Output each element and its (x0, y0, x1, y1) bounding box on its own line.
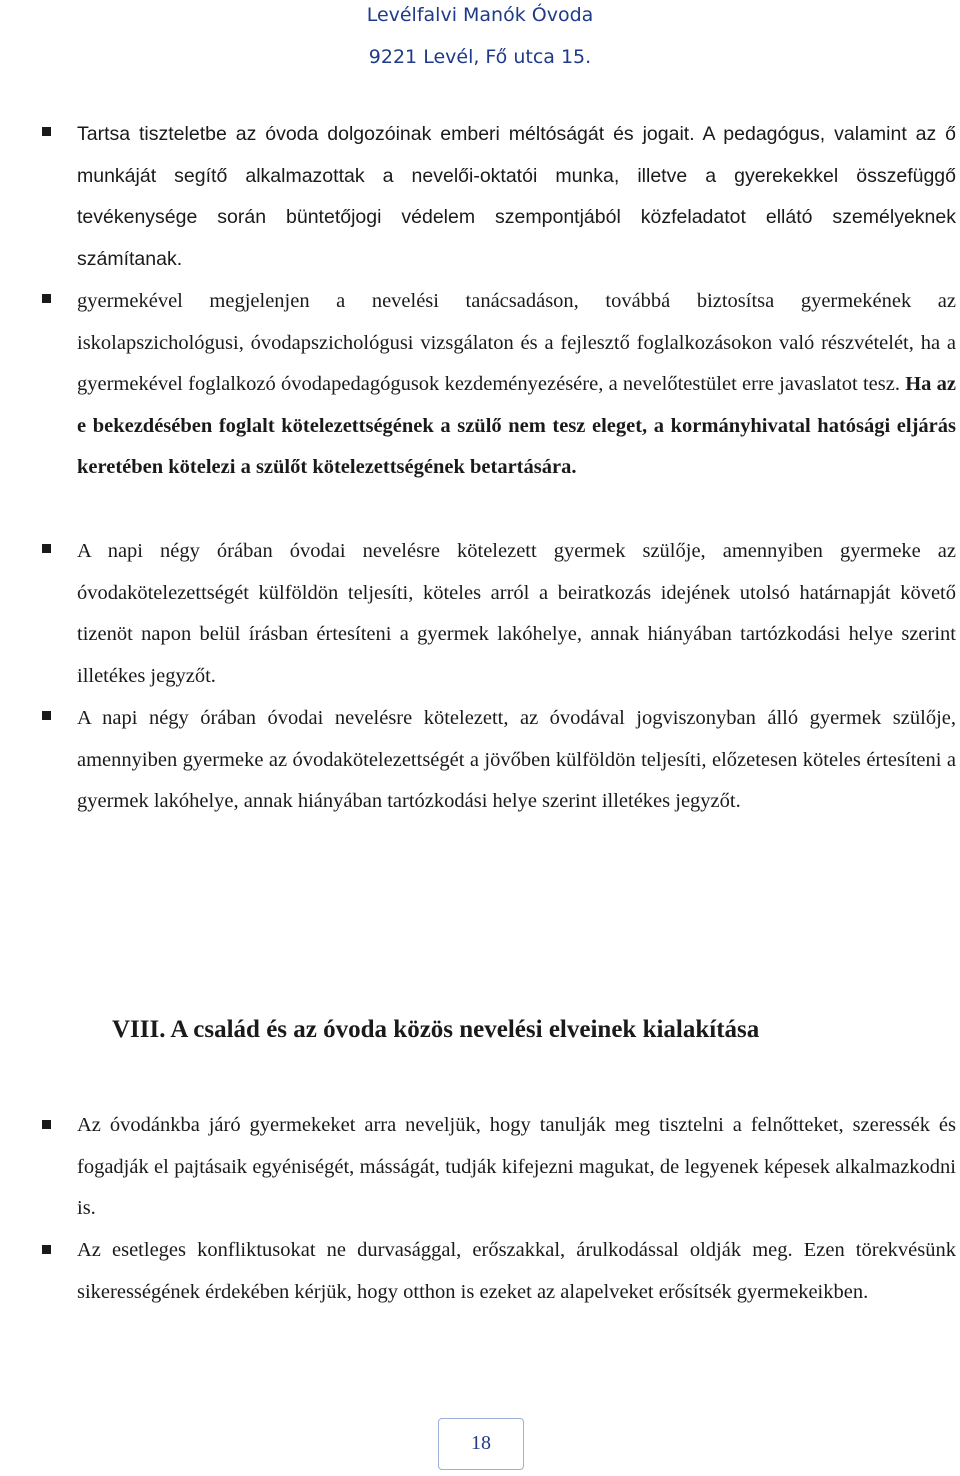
list-item (77, 281, 956, 489)
bullet-square-icon (42, 1245, 51, 1254)
list-item-bold-text: Ha az e bekezdésében foglalt kötelezettségének a szülő nem tesz eleget, a kormányhivatal hatósági eljárás keretében kötelezi a szülőt kötelezettségének betartására. (77, 373, 957, 478)
list-item: Az óvodánkba járó gyermekeket arra neveljük, hogy tanulják meg tisztelni a felnőtteket, szeressék és fogadják el pajtásaik egyéniségét, másságát, tudják kifejezni magukat, de legyenek képesek alkalmazkodni is. (77, 1114, 956, 1219)
bullet-square-icon (42, 1120, 51, 1129)
page-number-box (438, 1418, 524, 1470)
header-institution-name: Levélfalvi Manók Óvoda (366, 4, 594, 26)
list-item: A napi négy órában óvodai nevelésre kötelezett, az óvodával jogviszonyban álló gyermek szülője, amennyiben gyermeke az óvodakötelezettségét a jövőben külföldön teljesíti, előzetesen köteles értesíteni a gyermek lakóhelye, annak hiányában tartózkodási helye szerint illetékes jegyzőt. (77, 707, 956, 812)
list-item: Tartsa tiszteletbe az óvoda dolgozóinak emberi méltóságát és jogait. A pedagógus, valamint az ő munkáját segítő alkalmazottak a nevelői-oktatói munka, illetve a gyerekekkel összefüggő tevékenysége során büntetőjogi védelem szempontjából közfeladatot ellátó személyeknek számítanak. (77, 123, 956, 270)
list-item-text: gyermekével megjelenjen a nevelési tanácsadáson, továbbá biztosítsa gyermekének az iskolapszichológusi, óvodapszichológusi vizsgálaton és a fejlesztő foglalkozásokon való részvételét, ha a gyermekével foglalkozó óvodapedagógusok kezdeményezésére, a nevelőtestület erre javaslatot tesz. (77, 290, 956, 395)
header-address: 9221 Levél, Fő utca 15. (368, 46, 592, 68)
bullet-square-icon (42, 127, 51, 136)
page-number: 18 (471, 1432, 491, 1454)
list-item: Az esetleges konfliktusokat ne durvasággal, erőszakkal, árulkodással oldják meg. Ezen törekvésünk sikerességének érdekében kérjük, hogy otthon is ezeket az alapelveket erősítsék gyermekeikben. (77, 1239, 956, 1303)
bullet-square-icon (42, 711, 51, 720)
section-title: VIII. A család és az óvoda közös nevelési elveinek kialakítása (112, 1016, 760, 1043)
bullet-square-icon (42, 544, 51, 553)
bullet-square-icon (42, 294, 51, 303)
list-item: A napi négy órában óvodai nevelésre kötelezett gyermek szülője, amennyiben gyermeke az óvodakötelezettségét külföldön teljesíti, köteles arról a beiratkozás idejének utolsó határnapját követő tizenöt napon belül írásban értesíteni a gyermek lakóhelye, annak hiányában tartózkodási helye szerint illetékes jegyzőt. (77, 540, 956, 687)
